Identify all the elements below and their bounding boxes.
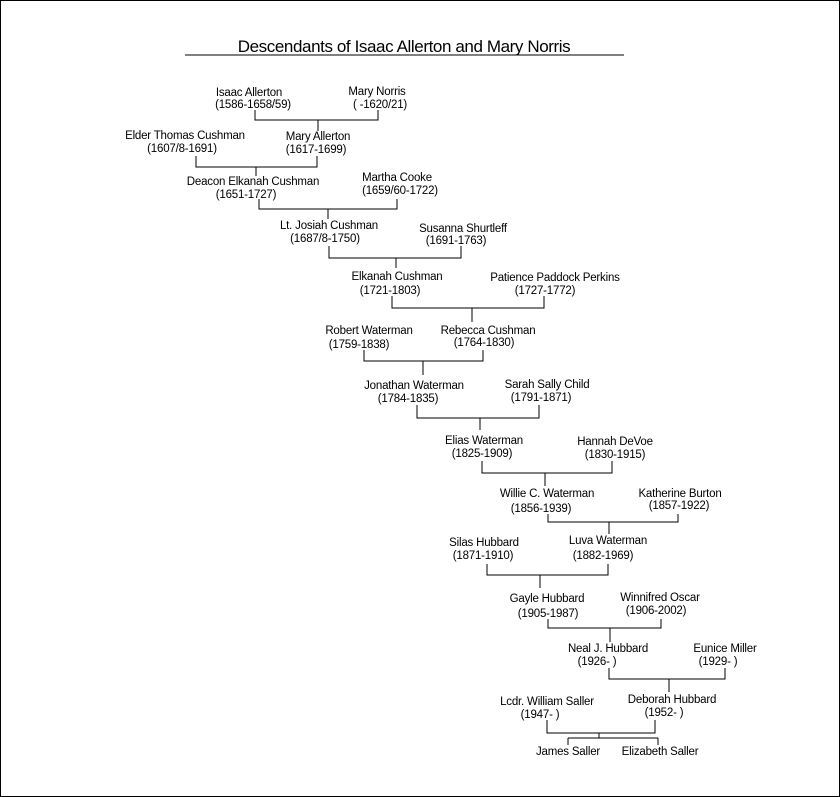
couple-connector (547, 720, 655, 738)
person-dates: (1617-1699) (285, 144, 347, 156)
person-name: Jonathan Waterman (364, 380, 464, 392)
person-dates: (1929- ) (698, 656, 738, 668)
diagram-title: Descendants of Isaac Allerton and Mary Norris (237, 37, 571, 56)
person-name: Patience Paddock Perkins (490, 272, 620, 284)
person-name: Luva Waterman (568, 535, 648, 547)
couple-connector (196, 156, 317, 176)
person-dates: (1871-1910) (452, 550, 514, 562)
person-dates: (1687/8-1750) (290, 233, 360, 245)
person-dates: (1952- ) (644, 707, 684, 719)
child-name: James Saller (535, 746, 601, 758)
person-dates: ( -1620/21) (352, 99, 408, 111)
person-name: Lt. Josiah Cushman (279, 220, 379, 232)
person-dates: (1926- ) (577, 656, 617, 668)
person-dates: (1764-1830) (453, 337, 515, 349)
person-dates: (1830-1915) (584, 449, 646, 461)
person-name: Susanna Shurtleff (419, 223, 507, 235)
person-name: Deacon Elkanah Cushman (186, 176, 320, 188)
person-dates: (1856-1939) (510, 503, 572, 515)
couple-connector (548, 619, 661, 642)
person-dates: (1947- ) (520, 709, 560, 721)
person-name: Deborah Hubbard (627, 694, 717, 706)
person-dates: (1659/60-1722) (362, 185, 438, 197)
person-dates: (1651-1727) (215, 189, 277, 201)
person-name: Lcdr. William Saller (500, 696, 594, 708)
person-dates: (1857-1922) (648, 500, 710, 512)
person-name: Gayle Hubbard (509, 593, 585, 605)
person-name: Robert Waterman (325, 325, 413, 337)
children-connector (568, 738, 658, 745)
person-dates: (1791-1871) (510, 392, 572, 404)
couple-connector (259, 199, 397, 219)
person-dates: (1586-1658/59) (215, 99, 291, 111)
person-dates: (1691-1763) (425, 235, 487, 247)
person-name: Sarah Sally Child (504, 379, 590, 391)
couple-connector (417, 405, 539, 430)
person-dates: (1882-1969) (572, 550, 634, 562)
person-name: Mary Norris (348, 86, 406, 98)
couple-connector (487, 564, 608, 588)
person-dates: (1721-1803) (359, 285, 421, 297)
person-name: Elkanah Cushman (351, 271, 443, 283)
person-name: Rebecca Cushman (440, 325, 536, 337)
person-dates: (1906-2002) (625, 605, 687, 617)
person-name: Silas Hubbard (449, 537, 519, 549)
person-name: Neal J. Hubbard (567, 643, 649, 655)
person-dates: (1759-1838) (328, 339, 390, 351)
couple-connector (329, 246, 461, 268)
child-name: Elizabeth Saller (621, 746, 699, 758)
couple-connector (548, 514, 678, 534)
person-name: Isaac Allerton (215, 87, 283, 99)
person-name: Elias Waterman (445, 435, 523, 447)
person-dates: (1727-1772) (514, 285, 576, 297)
person-name: Elder Thomas Cushman (125, 130, 245, 142)
couple-connector (609, 668, 725, 692)
person-dates: (1607/8-1691) (147, 143, 217, 155)
person-dates: (1825-1909) (451, 448, 513, 460)
person-dates: (1905-1987) (517, 608, 579, 620)
couple-connector (482, 461, 612, 486)
couple-connector (364, 350, 483, 375)
person-name: Mary Allerton (285, 131, 351, 143)
person-name: Katherine Burton (638, 488, 722, 500)
person-name: Martha Cooke (362, 172, 432, 184)
couple-connector (392, 296, 544, 322)
person-name: Willie C. Waterman (499, 488, 595, 500)
person-name: Winnifred Oscar (620, 592, 700, 604)
person-name: Hannah DeVoe (577, 436, 653, 448)
person-name: Eunice Miller (693, 643, 757, 655)
person-dates: (1784-1835) (377, 393, 439, 405)
couple-connector (255, 110, 378, 131)
